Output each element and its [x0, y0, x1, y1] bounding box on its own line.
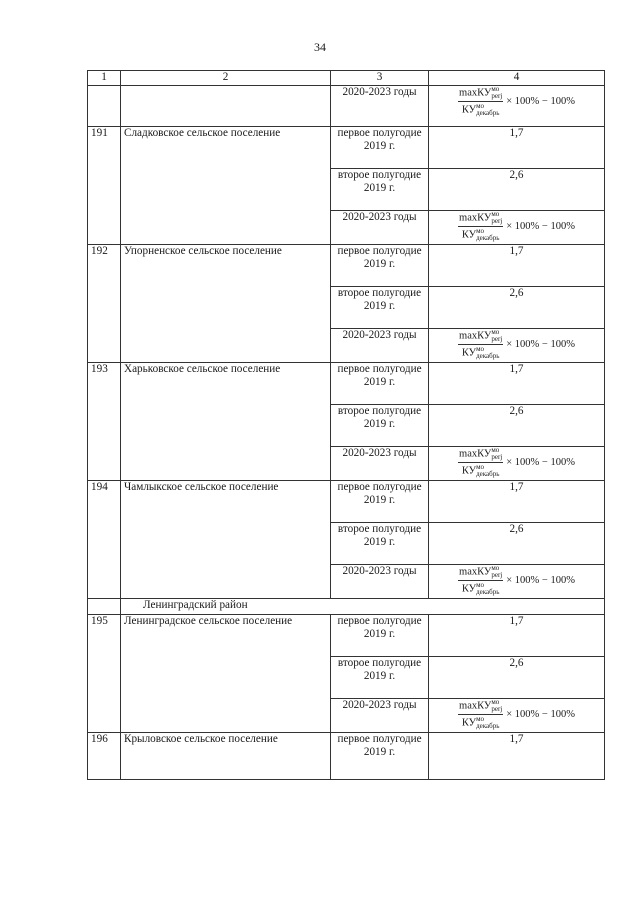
value-first-half: 1,7 [429, 481, 605, 523]
value-first-half: 1,7 [429, 245, 605, 287]
period-second-half: второе полугодие 2019 г. [331, 287, 429, 329]
settlement-name: Упорненское сельское поселение [121, 245, 331, 363]
formula-denominator: КУ мо декабрь [461, 715, 500, 730]
formula-tail: × 100% − 100% [506, 709, 575, 720]
growth-formula [432, 211, 601, 242]
period-2020-2023: 2020-2023 годы [331, 447, 429, 481]
growth-formula [432, 329, 601, 360]
name-cell [121, 86, 331, 127]
formula-fraction [458, 699, 503, 730]
period-2020-2023: 2020-2023 годы [331, 565, 429, 599]
value-first-half: 1,7 [429, 127, 605, 169]
header-col-1: 1 [88, 71, 121, 86]
formula-tail: × 100% − 100% [506, 221, 575, 232]
period-second-half: второе полугодие 2019 г. [331, 169, 429, 211]
formula-numerator: maxКУ мо perj [459, 698, 503, 713]
row-number: 193 [88, 363, 121, 481]
table-row [88, 245, 605, 287]
table-row [88, 363, 605, 405]
header-col-2: 2 [121, 71, 331, 86]
formula-denominator: КУ мо декабрь [461, 581, 500, 596]
formula-cell [429, 565, 605, 599]
row-number: 194 [88, 481, 121, 599]
formula-tail: × 100% − 100% [506, 96, 575, 107]
row-number-cell [88, 86, 121, 127]
formula-fraction [458, 211, 503, 242]
formula-denominator: КУ мо декабрь [461, 345, 500, 360]
formula-cell [429, 86, 605, 127]
value-first-half: 1,7 [429, 615, 605, 657]
value-second-half: 2,6 [429, 169, 605, 211]
growth-formula [432, 86, 601, 117]
period-second-half: второе полугодие 2019 г. [331, 405, 429, 447]
page-number: 34 [314, 40, 326, 54]
header-row [88, 71, 605, 86]
row-number: 191 [88, 127, 121, 245]
settlement-name: Крыловское сельское поселение [121, 733, 331, 780]
table-row [88, 733, 605, 780]
period-first-half: первое полугодие 2019 г. [331, 615, 429, 657]
formula-fraction [458, 86, 503, 117]
period-first-half: первое полугодие 2019 г. [331, 363, 429, 405]
period-2020-2023: 2020-2023 годы [331, 699, 429, 733]
growth-formula [432, 565, 601, 596]
formula-numerator: maxКУ мо perj [459, 85, 503, 100]
value-second-half: 2,6 [429, 657, 605, 699]
period-first-half: первое полугодие 2019 г. [331, 733, 429, 780]
region-row [88, 599, 605, 615]
formula-denominator: КУ мо декабрь [461, 463, 500, 478]
formula-numerator: maxКУ мо perj [459, 446, 503, 461]
row-number-cell [88, 599, 121, 615]
settlement-name: Сладковское сельское поселение [121, 127, 331, 245]
formula-fraction [458, 447, 503, 478]
formula-fraction [458, 329, 503, 360]
continuation-row [88, 86, 605, 127]
formula-numerator: maxКУ мо perj [459, 328, 503, 343]
growth-formula [432, 447, 601, 478]
table-row [88, 615, 605, 657]
formula-cell [429, 211, 605, 245]
value-second-half: 2,6 [429, 523, 605, 565]
period-2020-2023: 2020-2023 годы [331, 329, 429, 363]
period-2020-2023: 2020-2023 годы [331, 211, 429, 245]
table-row [88, 481, 605, 523]
formula-tail: × 100% − 100% [506, 339, 575, 350]
period-first-half: первое полугодие 2019 г. [331, 481, 429, 523]
formula-cell [429, 447, 605, 481]
formula-numerator: maxКУ мо perj [459, 210, 503, 225]
period-cell: 2020-2023 годы [331, 86, 429, 127]
formula-numerator: maxКУ мо perj [459, 564, 503, 579]
row-number: 196 [88, 733, 121, 780]
value-first-half: 1,7 [429, 733, 605, 780]
row-number: 192 [88, 245, 121, 363]
settlement-name: Харьковское сельское поселение [121, 363, 331, 481]
value-second-half: 2,6 [429, 405, 605, 447]
period-first-half: первое полугодие 2019 г. [331, 127, 429, 169]
value-first-half: 1,7 [429, 363, 605, 405]
header-col-4: 4 [429, 71, 605, 86]
table-row [88, 127, 605, 169]
growth-formula [432, 699, 601, 730]
period-first-half: первое полугодие 2019 г. [331, 245, 429, 287]
settlement-name: Чамлыкское сельское поселение [121, 481, 331, 599]
formula-fraction [458, 565, 503, 596]
header-col-3: 3 [331, 71, 429, 86]
formula-denominator: КУ мо декабрь [461, 227, 500, 242]
formula-cell [429, 699, 605, 733]
settlement-name: Ленинградское сельское поселение [121, 615, 331, 733]
formula-tail: × 100% − 100% [506, 457, 575, 468]
formula-cell [429, 329, 605, 363]
formula-denominator: КУ мо декабрь [461, 102, 500, 117]
period-second-half: второе полугодие 2019 г. [331, 657, 429, 699]
tariff-table [87, 70, 605, 780]
formula-tail: × 100% − 100% [506, 575, 575, 586]
row-number: 195 [88, 615, 121, 733]
region-name: Ленинградский район [121, 599, 605, 615]
period-second-half: второе полугодие 2019 г. [331, 523, 429, 565]
value-second-half: 2,6 [429, 287, 605, 329]
